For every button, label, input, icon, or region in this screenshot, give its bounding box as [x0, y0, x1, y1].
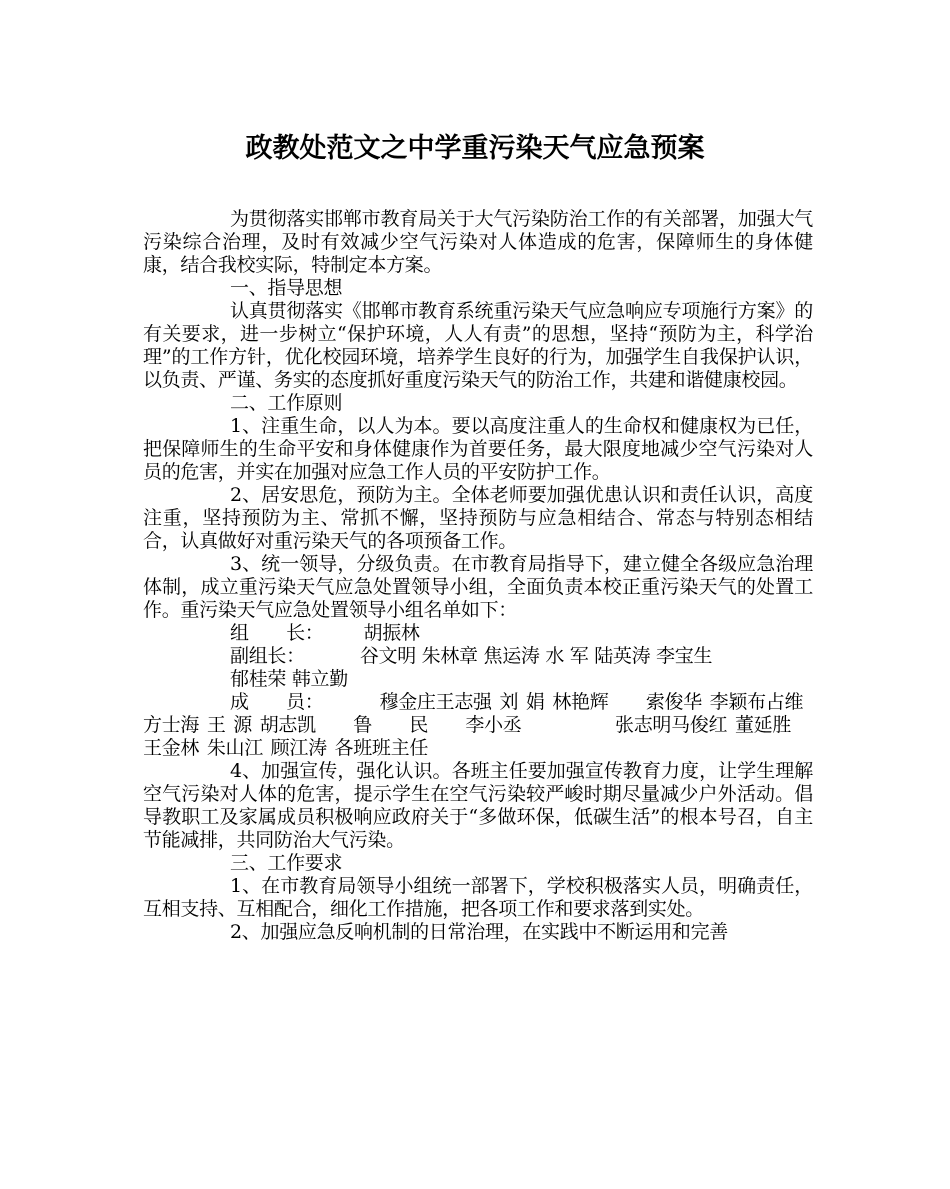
section-heading-working-principles: 二、工作原则 — [230, 392, 343, 414]
roster-leader-label: 组 长： — [230, 622, 324, 644]
roster-deputy-names: 谷文明 朱林章 焦运涛 水 军 陆英涛 李宝生 — [359, 645, 713, 667]
paragraph-requirement-2: 2、加强应急反响机制的日常治理，在实践中不断运用和完善 — [230, 921, 728, 943]
roster-deputy-label: 副组长： — [230, 645, 305, 667]
paragraph-principle-3: 3、统一领导，分级负责。在市教育局指导下，建立健全各级应急治理体制，成立重污染天气应急处置领导小组，全面负责本校正重污染天气的处置工作。重污染天气应急处置领导小组名单如下： — [143, 553, 813, 621]
roster-deputy-continued: 郁桂荣 韩立勤 — [230, 668, 348, 690]
roster-leader — [143, 622, 813, 645]
paragraph-requirement-1: 1、在市教育局领导小组统一部署下，学校积极落实人员，明确责任，互相支持、互相配合，细化工作措施，把各项工作和要求落到实处。 — [143, 875, 813, 920]
paragraph-principle-2: 2、居安思危，预防为主。全体老师要加强优患认识和责任认识，高度注重，坚持预防为主、常抓不懈，坚持预防与应急相结合、常态与特别态相结合，认真做好对重污染天气的各项预备工作。 — [143, 484, 813, 552]
paragraph-principle-1: 1、注重生命，以人为本。要以高度注重人的生命权和健康权为已任，把保障师生的生命平安和身体健康作为首要任务，最大限度地减少空气污染对人员的危害，并实在加强对应急工作人员的平安防护工作。 — [143, 415, 813, 483]
paragraph-principle-4: 4、加强宣传，强化认识。各班主任要加强宣传教育力度，让学生理解空气污染对人体的危害，提示学生在空气污染较严峻时期尽量减少户外活动。倡导教职工及家属成员积极响应政府关于“多做环保，低碳生活”的根本号召，自主节能减排，共同防治大气污染。 — [143, 760, 813, 851]
document-title: 政教处范文之中学重污染天气应急预案 — [245, 133, 705, 164]
section-heading-work-requirements: 三、工作要求 — [230, 852, 343, 874]
roster-leader-name: 胡振林 — [363, 622, 420, 644]
roster-deputy — [143, 645, 813, 668]
section-heading-guiding-ideology: 一、指导思想 — [230, 277, 343, 299]
roster-members — [143, 691, 813, 760]
roster-members-names: 穆金庄王志强 刘 娟 林艳辉 索俊华 李颖布占维 方士海 王 源 胡志凯 鲁 民 李小丞 张志明马俊红 董延胜 王金林 朱山江 顾江涛 各班班主任 — [143, 691, 804, 759]
paragraph-intro: 为贯彻落实邯郸市教育局关于大气污染防治工作的有关部署，加强大气污染综合治理，及时有效减少空气污染对人体造成的危害，保障师生的身体健康，结合我校实际，特制定本方案。 — [143, 208, 813, 276]
paragraph-guiding-ideology: 认真贯彻落实《邯郸市教育系统重污染天气应急响应专项施行方案》的有关要求，进一步树立“保护环境，人人有责”的思想，坚持“预防为主，科学治理”的工作方针，优化校园环境，培养学生良好的行为，加强学生自我保护认识，以负责、严谨、务实的态度抓好重度污染天气的防治工作，共建和谐健康校园。 — [143, 300, 813, 391]
document-body — [143, 208, 813, 944]
roster-members-label: 成 员： — [230, 691, 324, 713]
